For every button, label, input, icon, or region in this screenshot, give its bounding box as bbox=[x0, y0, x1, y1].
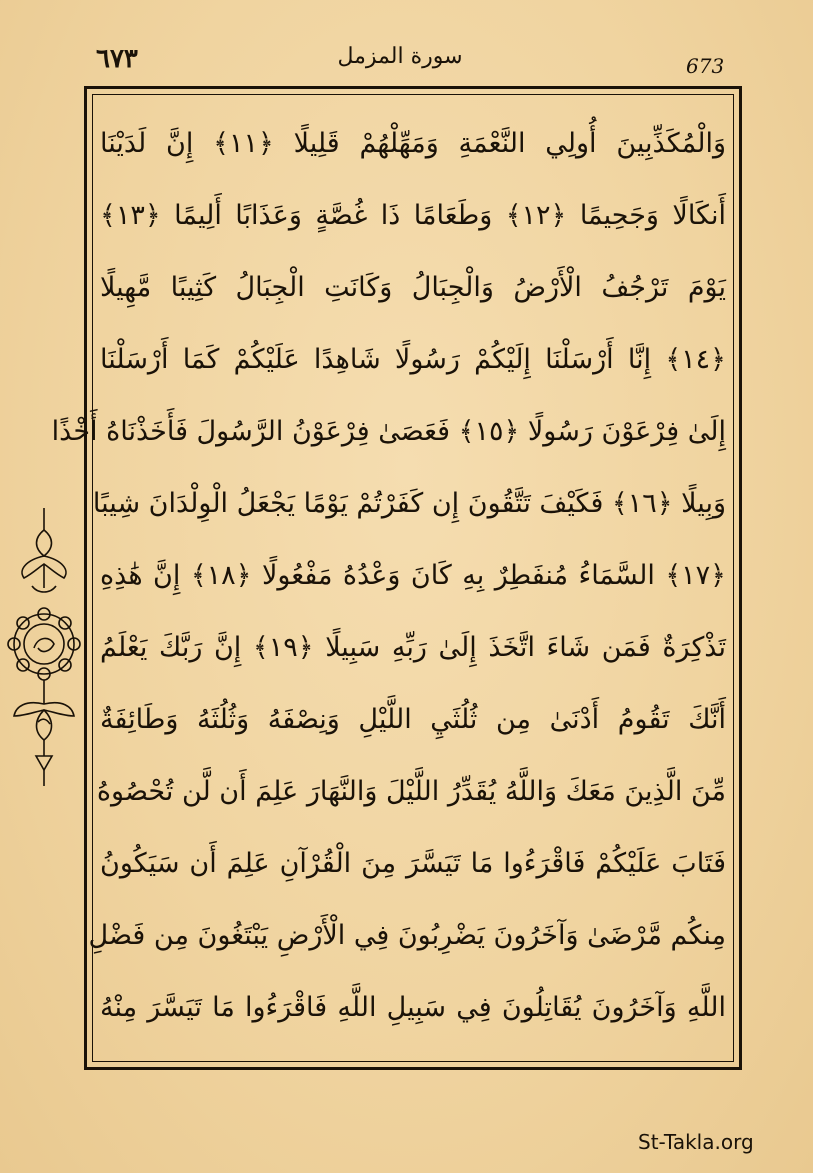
text-line: مِنكُم مَّرْضَىٰ وَآخَرُونَ يَضْرِبُونَ فِي الْأَرْضِ يَبْتَغُونَ مِن فَضْلِ bbox=[88, 920, 726, 951]
page-number-arabic: ٦٧٣ bbox=[96, 44, 138, 74]
text-line: أَنَّكَ تَقُومُ أَدْنَىٰ مِن ثُلُثَيِ اللَّيْلِ وَنِصْفَهُ وَثُلُثَهُ وَطَائِفَةٌ bbox=[100, 704, 726, 735]
text-line: يَوْمَ تَرْجُفُ الْأَرْضُ وَالْجِبَالُ وَكَانَتِ الْجِبَالُ كَثِيبًا مَّهِيلًا bbox=[100, 272, 726, 303]
text-line: ﴿١٤﴾ إِنَّا أَرْسَلْنَا إِلَيْكُمْ رَسُولًا شَاهِدًا عَلَيْكُمْ كَمَا أَرْسَلْنَا bbox=[100, 344, 726, 375]
text-line: مِّنَ الَّذِينَ مَعَكَ وَاللَّهُ يُقَدِّرُ اللَّيْلَ وَالنَّهَارَ عَلِمَ أَن لَّن تُحْصُوهُ bbox=[96, 776, 726, 807]
surah-title: سورة المزمل bbox=[337, 44, 463, 69]
text-line: وَبِيلًا ﴿١٦﴾ فَكَيْفَ تَتَّقُونَ إِن كَفَرْتُمْ يَوْمًا يَجْعَلُ الْوِلْدَانَ شِيبًا bbox=[92, 488, 726, 519]
watermark-text: St-Takla.org bbox=[638, 1130, 754, 1154]
text-line: وَالْمُكَذِّبِينَ أُولِي النَّعْمَةِ وَمَهِّلْهُمْ قَلِيلًا ﴿١١﴾ إِنَّ لَدَيْنَا bbox=[100, 128, 726, 159]
verse-text-block bbox=[51, 108, 726, 1048]
text-line: فَتَابَ عَلَيْكُمْ فَاقْرَءُوا مَا تَيَسَّرَ مِنَ الْقُرْآنِ عَلِمَ أَن سَيَكُونُ bbox=[100, 848, 726, 879]
text-line: إِلَىٰ فِرْعَوْنَ رَسُولًا ﴿١٥﴾ فَعَصَىٰ فِرْعَوْنُ الرَّسُولَ فَأَخَذْنَاهُ أَخْذًا bbox=[51, 416, 726, 447]
text-line: اللَّهِ وَآخَرُونَ يُقَاتِلُونَ فِي سَبِيلِ اللَّهِ فَاقْرَءُوا مَا تَيَسَّرَ مِنْهُ bbox=[100, 992, 726, 1023]
text-line: ﴿١٧﴾ السَّمَاءُ مُنفَطِرٌ بِهِ كَانَ وَعْدُهُ مَفْعُولًا ﴿١٨﴾ إِنَّ هَٰذِهِ bbox=[100, 560, 726, 591]
text-line: أَنكَالًا وَجَحِيمًا ﴿١٢﴾ وَطَعَامًا ذَا غُصَّةٍ وَعَذَابًا أَلِيمًا ﴿١٣﴾ bbox=[100, 200, 726, 231]
hizb-margin-ornament-icon bbox=[4, 508, 84, 788]
text-line: تَذْكِرَةٌ فَمَن شَاءَ اتَّخَذَ إِلَىٰ رَبِّهِ سَبِيلًا ﴿١٩﴾ إِنَّ رَبَّكَ يَعْلَمُ bbox=[100, 632, 726, 663]
page-number: 673 bbox=[686, 54, 725, 78]
